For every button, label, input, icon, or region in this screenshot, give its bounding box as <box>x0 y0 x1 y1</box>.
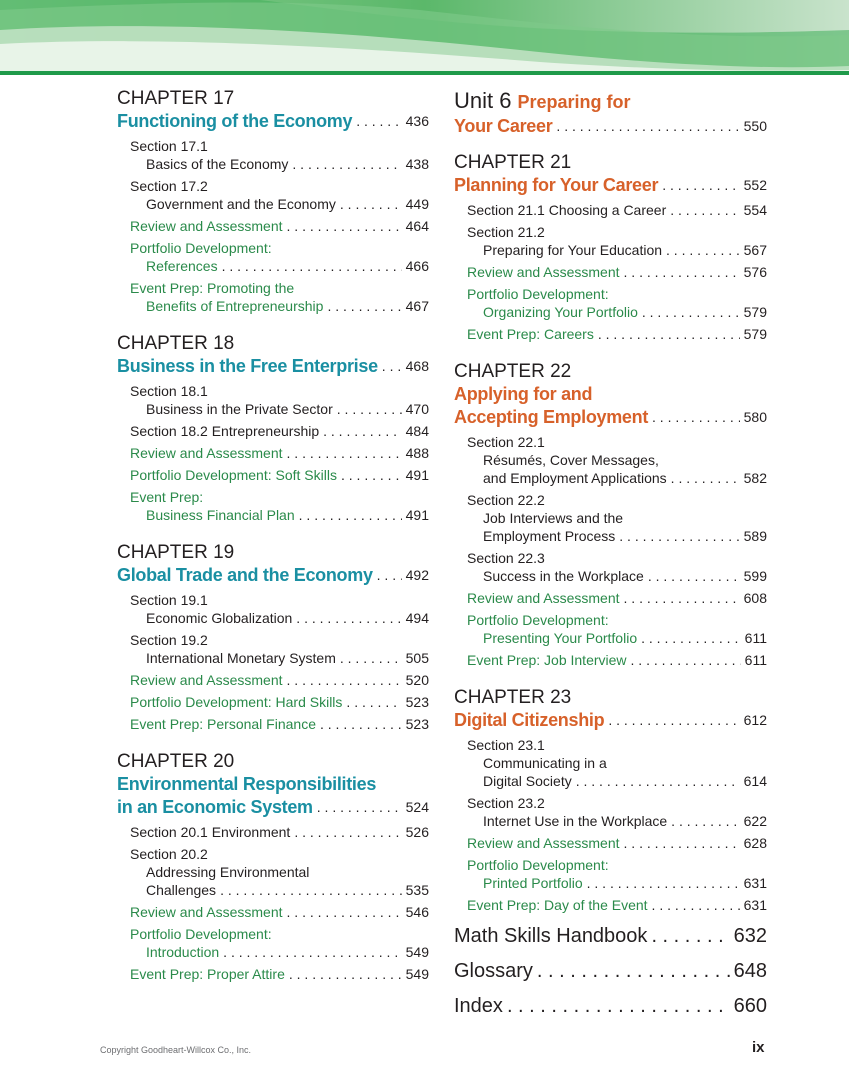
chapter-title-line-1: Applying for and <box>454 384 593 404</box>
event-prep-entry[interactable]: Event Prep: Business Financial Plan . . . 491 <box>130 488 429 524</box>
unit-6 <box>454 88 767 138</box>
index-entry[interactable]: Index . . . 660 <box>454 994 767 1018</box>
copyright-notice: Copyright Goodheart-Willcox Co., Inc. <box>100 1045 252 1055</box>
header-banner <box>0 0 849 78</box>
chapter-label: CHAPTER 23 <box>454 687 572 708</box>
left-column <box>117 88 429 1001</box>
chapter-22 <box>454 361 767 669</box>
chapter-23 <box>454 687 767 914</box>
section-entry[interactable]: Section 23.2 Internet Use in the Workplace . . . 622 <box>467 794 767 830</box>
chapter-label: CHAPTER 21 <box>454 152 572 173</box>
event-prep-entry[interactable]: Event Prep: Proper Attire . . . 549 <box>130 965 429 983</box>
chapter-title[interactable]: Digital Citizenship . . . 612 <box>454 709 767 732</box>
review-entry[interactable]: Review and Assessment . . . 608 <box>467 589 767 607</box>
review-entry[interactable]: Review and Assessment . . . 488 <box>130 444 429 462</box>
chapter-label: CHAPTER 17 <box>117 88 235 109</box>
chapter-18 <box>117 333 429 524</box>
section-entry[interactable]: Section 17.1 Basics of the Economy . . . 438 <box>130 137 429 173</box>
page-number: ix <box>752 1039 765 1056</box>
section-entry[interactable]: Section 18.1 Business in the Private Sector . . . 470 <box>130 382 429 418</box>
section-entry[interactable]: Section 21.2 Preparing for Your Education . . . 567 <box>467 223 767 259</box>
section-entry[interactable]: Section 19.1 Economic Globalization . . . 494 <box>130 591 429 627</box>
portfolio-entry[interactable]: Portfolio Development: References . . . 466 <box>130 239 429 275</box>
section-entry[interactable]: Section 21.1 Choosing a Career . . . 554 <box>467 201 767 219</box>
chapter-label: CHAPTER 22 <box>454 361 572 382</box>
chapter-title[interactable]: Business in the Free Enterprise . . . 468 <box>117 355 429 378</box>
chapter-title[interactable]: in an Economic System . . . 524 <box>117 796 429 819</box>
chapter-title[interactable]: Global Trade and the Economy . . . 492 <box>117 564 429 587</box>
section-entry[interactable]: Section 23.1 Communicating in a Digital Society . . . 614 <box>467 736 767 790</box>
chapter-20 <box>117 751 429 983</box>
section-entry[interactable]: Section 19.2 International Monetary System . . . 505 <box>130 631 429 667</box>
chapter-label: CHAPTER 18 <box>117 333 235 354</box>
portfolio-entry[interactable]: Portfolio Development: Soft Skills . . . 491 <box>130 466 429 484</box>
glossary-entry[interactable]: Glossary . . . 648 <box>454 959 767 983</box>
event-prep-entry[interactable]: Event Prep: Personal Finance . . . 523 <box>130 715 429 733</box>
section-entry[interactable]: Section 18.2 Entrepreneurship . . . 484 <box>130 422 429 440</box>
review-entry[interactable]: Review and Assessment . . . 464 <box>130 217 429 235</box>
chapter-title[interactable]: Functioning of the Economy . . . 436 <box>117 110 429 133</box>
review-entry[interactable]: Review and Assessment . . . 520 <box>130 671 429 689</box>
event-prep-entry[interactable]: Event Prep: Promoting the Benefits of Entrepreneurship . . . 467 <box>130 279 429 315</box>
portfolio-entry[interactable]: Portfolio Development: Organizing Your Portfolio . . . 579 <box>467 285 767 321</box>
section-entry[interactable]: Section 20.1 Environment . . . 526 <box>130 823 429 841</box>
chapter-19 <box>117 542 429 733</box>
portfolio-entry[interactable]: Portfolio Development: Printed Portfolio . . . 631 <box>467 856 767 892</box>
chapter-21 <box>454 152 767 343</box>
section-entry[interactable]: Section 17.2 Government and the Economy . . . 449 <box>130 177 429 213</box>
event-prep-entry[interactable]: Event Prep: Day of the Event . . . 631 <box>467 896 767 914</box>
portfolio-entry[interactable]: Portfolio Development: Hard Skills . . . 523 <box>130 693 429 711</box>
right-column <box>454 88 767 1029</box>
section-entry[interactable]: Section 20.2 Addressing Environmental Challenges . . . 535 <box>130 845 429 899</box>
portfolio-entry[interactable]: Portfolio Development: Introduction . . . 549 <box>130 925 429 961</box>
chapter-label: CHAPTER 19 <box>117 542 235 563</box>
unit-heading: Unit 6 Preparing for <box>454 88 631 113</box>
review-entry[interactable]: Review and Assessment . . . 576 <box>467 263 767 281</box>
unit-title[interactable]: Your Career . . . 550 <box>454 115 767 138</box>
review-entry[interactable]: Review and Assessment . . . 546 <box>130 903 429 921</box>
math-skills-handbook-entry[interactable]: Math Skills Handbook . . . 632 <box>454 924 767 948</box>
section-entry[interactable]: Section 22.1 Résumés, Cover Messages, and Employment Applications . . . 582 <box>467 433 767 487</box>
section-entry[interactable]: Section 22.3 Success in the Workplace . . . 599 <box>467 549 767 585</box>
portfolio-entry[interactable]: Portfolio Development: Presenting Your Portfolio . . . 611 <box>467 611 767 647</box>
section-entry[interactable]: Section 22.2 Job Interviews and the Employment Process . . . 589 <box>467 491 767 545</box>
review-entry[interactable]: Review and Assessment . . . 628 <box>467 834 767 852</box>
event-prep-entry[interactable]: Event Prep: Job Interview . . . 611 <box>467 651 767 669</box>
chapter-title[interactable]: Accepting Employment . . . 580 <box>454 406 767 429</box>
chapter-label: CHAPTER 20 <box>117 751 235 772</box>
chapter-17 <box>117 88 429 315</box>
chapter-title-line-1: Environmental Responsibilities <box>117 774 377 794</box>
event-prep-entry[interactable]: Event Prep: Careers . . . 579 <box>467 325 767 343</box>
chapter-title[interactable]: Planning for Your Career . . . 552 <box>454 174 767 197</box>
